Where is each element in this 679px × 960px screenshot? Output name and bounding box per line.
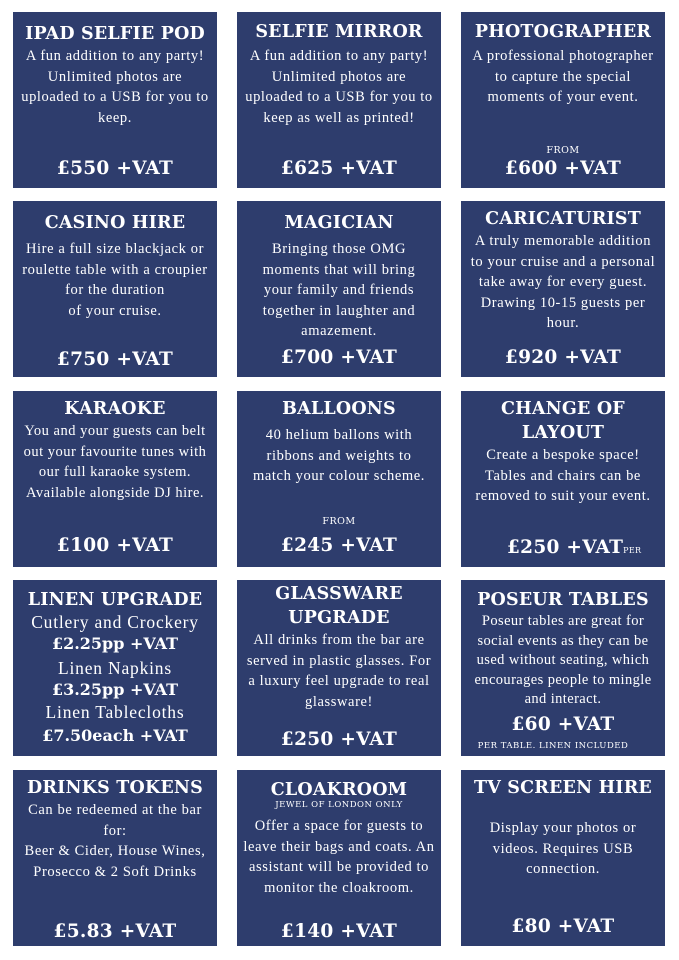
card-price: £550 +VAT (56, 158, 174, 179)
card-price: £245 +VAT (280, 535, 398, 556)
card-description: A fun addition to any party! Unlimited photos are uploaded to a USB for you to keep as well as printed! (245, 48, 433, 126)
card-title: PHOTOGRAPHER (474, 22, 652, 42)
linen-item-price: £3.25pp +VAT (51, 680, 179, 699)
linen-item-price: £7.50each +VAT (42, 726, 188, 745)
card-price: £100 +VAT (56, 535, 174, 556)
card-glassware-upgrade (237, 580, 441, 756)
card-price: £625 +VAT (280, 158, 398, 179)
card-title: CARICATURIST (485, 209, 641, 229)
card-linen-upgrade (13, 580, 217, 756)
linen-item-label: Linen Napkins (58, 658, 172, 678)
card-description: Can be redeemed at the bar for: Beer & Cider, House Wines, Prosecco & 2 Soft Drinks (24, 802, 206, 880)
card-price: £920 +VAT (504, 347, 622, 368)
card-magician (237, 201, 441, 377)
card-description: A fun addition to any party! Unlimited photos are uploaded to a USB for you to keep. (21, 48, 209, 126)
card-title: SELFIE MIRROR (255, 22, 423, 42)
card-drinks-tokens (13, 770, 217, 946)
card-description: Bringing those OMG moments that will bring your family and friends together in laughter and amazement. (262, 241, 416, 339)
card-description: You and your guests can belt out your favourite tunes with our full karaoke system. Available alongside DJ hire. (23, 423, 207, 501)
card-ipad-selfie-pod (13, 12, 217, 188)
card-title: CHANGE OF LAYOUT (501, 399, 625, 443)
card-title: TV SCREEN HIRE (474, 778, 652, 798)
card-title: CASINO HIRE (44, 213, 186, 233)
card-description: 40 helium ballons with ribbons and weights to match your colour scheme. (252, 427, 426, 484)
card-description: A professional photographer to capture the special moments of your event. (472, 48, 654, 105)
card-casino-hire (13, 201, 217, 377)
card-description: Create a bespoke space! Tables and chairs can be removed to suit your event. (475, 447, 651, 504)
card-subnote: JEWEL OF LONDON ONLY (275, 800, 403, 810)
card-karaoke (13, 391, 217, 567)
card-price: £700 +VAT (280, 347, 398, 368)
price-value: £250 +VAT (507, 537, 624, 558)
card-price: £140 +VAT (280, 921, 398, 942)
card-title: POSEUR TABLES (477, 590, 649, 610)
card-price: £750 +VAT (56, 349, 174, 370)
price-suffix: PER DECK (507, 546, 642, 580)
card-price: £250 +VAT (280, 729, 398, 750)
card-title: IPAD SELFIE POD (25, 24, 205, 44)
linen-item-label: Linen Tablecloths (45, 702, 185, 722)
card-price: £5.83 +VAT (53, 921, 177, 942)
card-title: KARAOKE (64, 399, 166, 419)
card-photographer (461, 12, 665, 188)
card-description: Display your photos or videos. Requires USB connection. (489, 820, 637, 877)
card-title: GLASSWARE UPGRADE (275, 584, 403, 628)
card-title: LINEN UPGRADE (27, 590, 203, 610)
card-price: £80 +VAT (511, 916, 615, 937)
card-change-of-layout (461, 391, 665, 580)
card-title: CLOAKROOM (270, 780, 408, 800)
card-description: All drinks from the bar are served in plastic glasses. For a luxury feel upgrade to real glassware! (246, 632, 432, 710)
card-title: BALLOONS (282, 399, 396, 419)
card-description: A truly memorable addition to your cruise and a personal take away for every guest. Drawing 10-15 guests per hour. (470, 233, 656, 331)
card-price: £60 +VAT (511, 714, 615, 735)
card-from-label: FROM (322, 516, 356, 527)
card-description: Offer a space for guests to leave their bags and coats. An assistant will be provided to monitor the cloakroom. (243, 818, 435, 896)
card-description: Poseur tables are great for social events as they can be used without seating, which encourages people to mingle and interact. (474, 613, 652, 707)
card-note: PER TABLE. LINEN INCLUDED (477, 741, 629, 751)
card-tv-screen-hire (461, 770, 665, 946)
card-title: MAGICIAN (284, 213, 394, 233)
card-caricaturist (461, 201, 665, 377)
card-from-label: FROM (546, 145, 580, 156)
card-poseur-tables (461, 580, 665, 756)
card-description: Hire a full size blackjack or roulette table with a croupier for the duration of your cruise. (22, 241, 208, 319)
card-price: £600 +VAT (504, 158, 622, 179)
linen-item-price: £2.25pp +VAT (51, 634, 179, 653)
card-cloakroom (237, 770, 441, 946)
card-title: DRINKS TOKENS (27, 778, 203, 798)
linen-item-label: Cutlery and Crockery (31, 612, 199, 632)
card-balloons (237, 391, 441, 567)
card-selfie-mirror (237, 12, 441, 188)
